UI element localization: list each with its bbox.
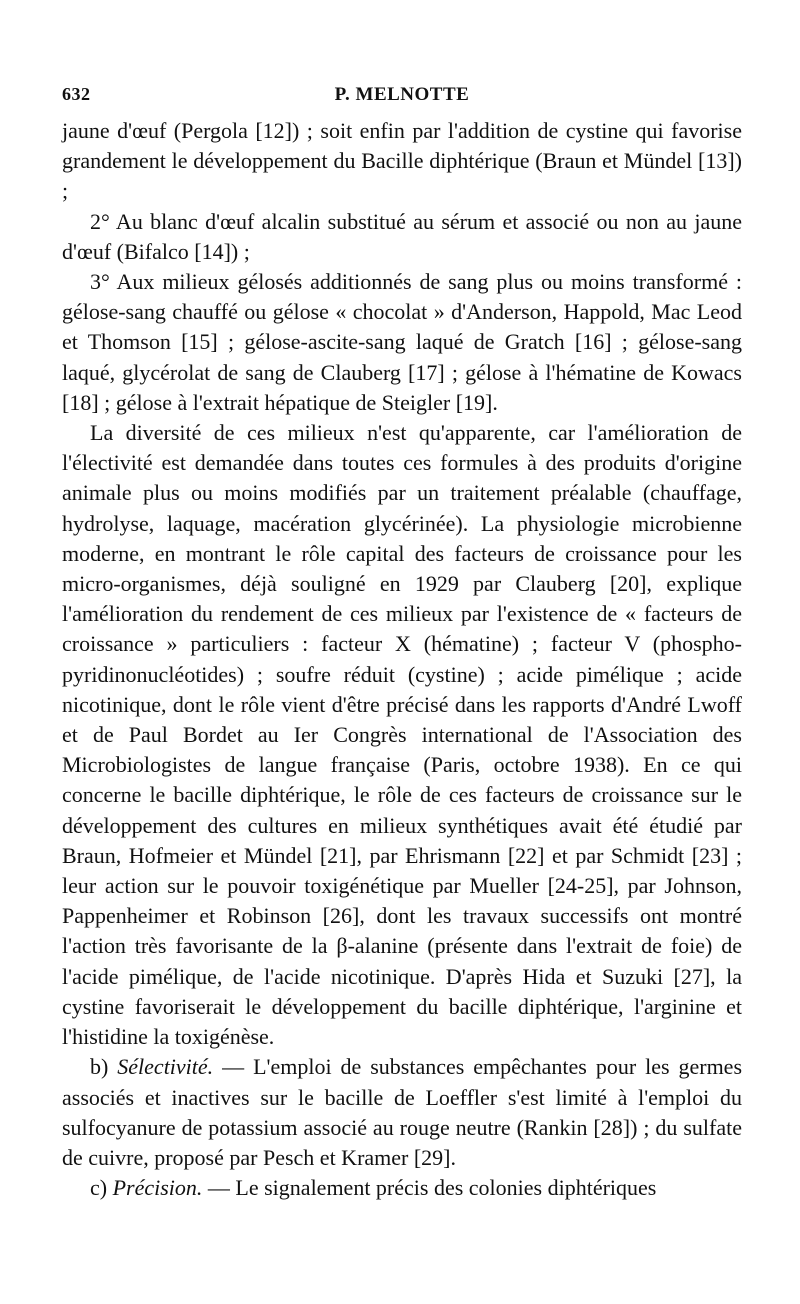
paragraph-6 [62, 1173, 742, 1203]
paragraph-4: La diversité de ces milieux n'est qu'apparente, car l'amélioration de l'électivité est demandée dans toutes ces formules à des produits d'origine animale plus ou moins modifiés par un traitement préalable (chauffage, hydrolyse, laquage, macération glycérinée). La physiologie microbienne moderne, en montrant le rôle capital des facteurs de croissance pour les micro-organismes, déjà souligné en 1929 par Clauberg [20], explique l'amélioration du rendement de ces milieux par l'existence de « facteurs de croissance » particuliers : facteur X (hématine) ; facteur V (phospho-pyridinonucléotides) ; soufre réduit (cystine) ; acide pimélique ; acide nicotinique, dont le rôle vient d'être précisé dans les rapports d'André Lwoff et de Paul Bordet au Ier Congrès international de l'Association des Microbiologistes de langue française (Paris, octobre 1938). En ce qui concerne le bacille diphtérique, le rôle de ces facteurs de croissance sur le développement des cultures en milieux synthétiques avait été étudié par Braun, Hofmeier et Mündel [21], par Ehrismann [22] et par Schmidt [23] ; leur action sur le pouvoir toxigénétique par Mueller [24-25], par Johnson, Pappenheimer et Robinson [26], dont les travaux successifs ont montré l'action très favorisante de la β-alanine (présente dans l'extrait de foie) de l'acide pimélique, de l'acide nicotinique. D'après Hida et Suzuki [27], la cystine favoriserait le développement du bacille diphtérique, l'arginine et l'histidine la toxigénèse. [62, 420, 742, 1050]
paragraph-6-text: — Le signalement précis des colonies diphtériques [202, 1175, 657, 1201]
paragraph-2: 2° Au blanc d'œuf alcalin substitué au sérum et associé ou non au jaune d'œuf (Bifalco [14]) ; [62, 208, 742, 264]
body-text [62, 116, 742, 1203]
running-header [62, 78, 742, 116]
header-author: P. MELNOTTE [334, 84, 470, 105]
paragraph-5-label: b) [90, 1054, 118, 1080]
paragraph-5-term: Sélectivité. [117, 1054, 214, 1080]
paragraph-5 [62, 1052, 742, 1173]
paragraph-3: 3° Aux milieux gélosés additionnés de sang plus ou moins transformé : gélose-sang chauffé ou gélose « chocolat » d'Anderson, Happold, Mac Leod et Thomson [15] ; gélose-ascite-sang laqué de Gratch [16] ; gélose-sang laqué, glycérolat de sang de Clauberg [17] ; gélose à l'hématine de Kowacs [18] ; gélose à l'extrait hépatique de Steigler [19]. [62, 269, 742, 415]
document-page [62, 78, 742, 1203]
paragraph-5-text: — L'emploi de substances empêchantes pour les germes associés et inactives sur le bacille de Loeffler s'est limité à l'emploi du sulfocyanure de potassium associé au rouge neutre (Rankin [28]) ; du sulfate de cuivre, proposé par Pesch et Kramer [29]. [62, 1054, 743, 1170]
page-number: 632 [62, 84, 91, 104]
paragraph-6-label: c) [90, 1175, 113, 1201]
paragraph-6-term: Précision. [112, 1175, 203, 1201]
paragraph-1: jaune d'œuf (Pergola [12]) ; soit enfin par l'addition de cystine qui favorise grandement le développement du Bacille diphtérique (Braun et Mündel [13]) ; [62, 118, 742, 204]
